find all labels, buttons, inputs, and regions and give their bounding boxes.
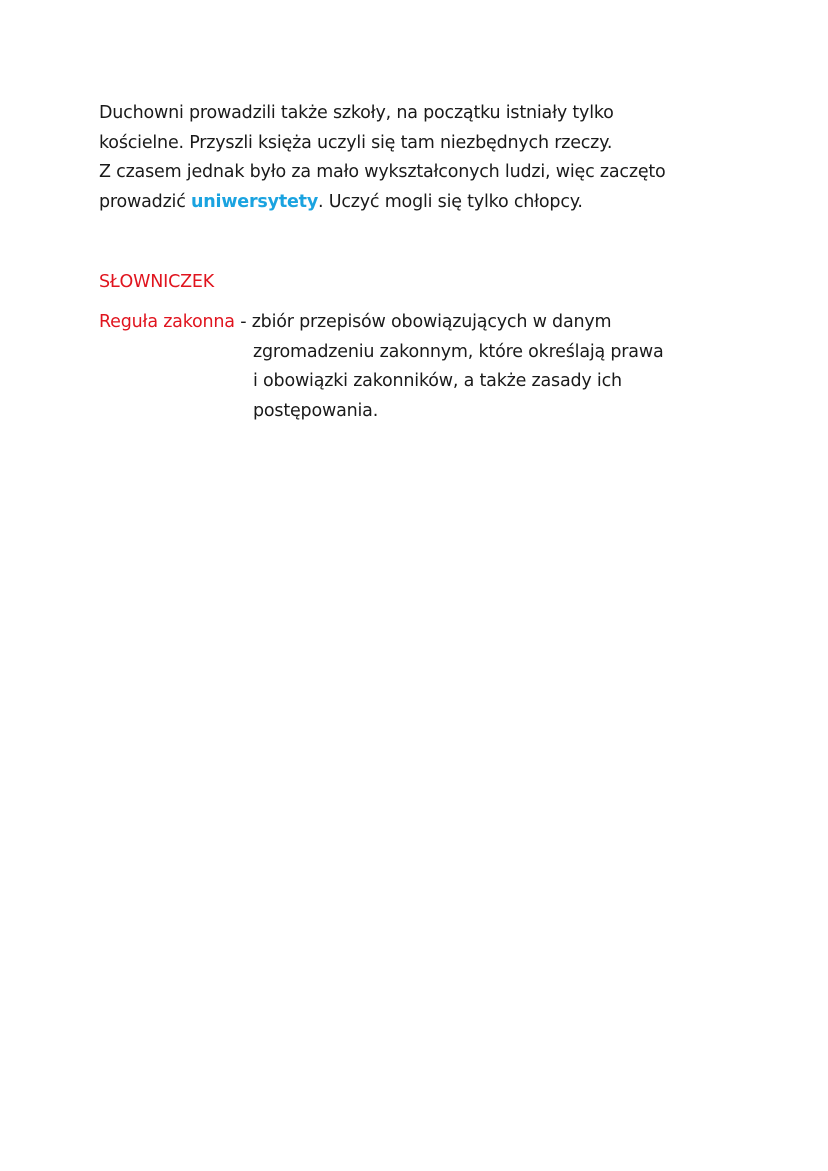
glossary-entry <box>99 308 739 426</box>
paragraph-text: . Uczyć mogli się tylko chłopcy. <box>318 191 583 212</box>
glossary-first-line <box>99 312 611 332</box>
paragraph-line <box>99 188 739 218</box>
paragraph-line: Z czasem jednak było za mało wykształconych ludzi, więc zaczęto <box>99 162 666 182</box>
definition-line: zgromadzeniu zakonnym, które określają prawa <box>253 341 664 362</box>
intro-paragraph <box>99 99 739 217</box>
definition-line: i obowiązki zakonników, a także zasady ich <box>253 371 622 391</box>
glossary-separator: - <box>234 312 252 332</box>
definition-line: postępowania. <box>253 400 379 421</box>
definition-line: zbiór przepisów obowiązujących w danym <box>251 312 612 332</box>
glossary-title: SŁOWNICZEK <box>99 272 215 292</box>
highlighted-term-uniwersytety: uniwersytety <box>191 191 319 212</box>
glossary-term: Reguła zakonna <box>99 312 235 332</box>
paragraph-line: kościelne. Przyszli księża uczyli się tam niezbędnych rzeczy. <box>99 132 613 153</box>
paragraph-line: Duchowni prowadzili także szkoły, na początku istniały tylko <box>99 103 614 123</box>
paragraph-text: prowadzić <box>99 191 192 212</box>
